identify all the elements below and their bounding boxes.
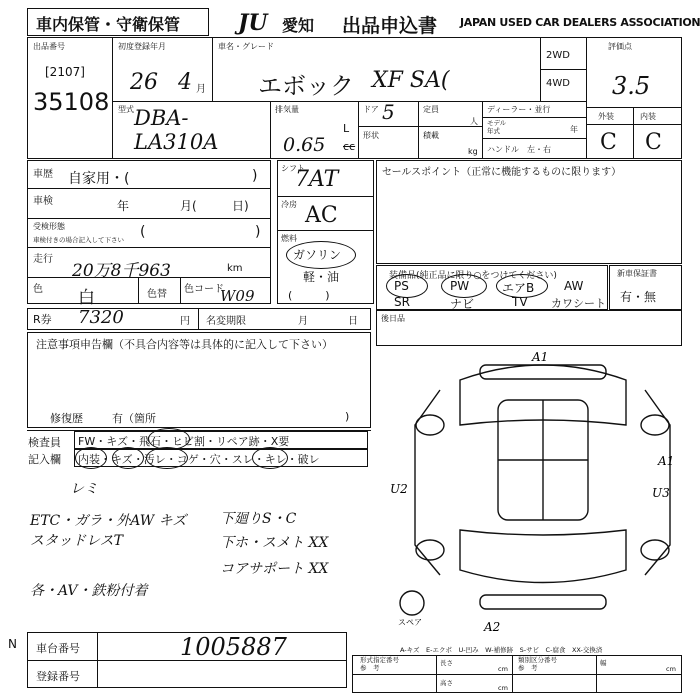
mark-u3: U3 [652, 486, 670, 500]
model-name: エボック [258, 72, 354, 100]
kizu-circle [112, 447, 144, 469]
color-label: 色 [33, 284, 43, 295]
chassis-label: 車台番号 [36, 642, 80, 655]
new-cert-value: 有・無 [620, 290, 657, 304]
equipment-label: 装備品(純正品に限り○をつけてください) [389, 271, 557, 281]
capacity-unit: 人 [470, 117, 478, 126]
notes-label: 注意事項申告欄（不具合内容等は具体的に記入して下さい） [36, 338, 333, 351]
length-unit: cm [498, 665, 508, 673]
remark-2: ETC・ガラ・外AW キズ [30, 513, 187, 529]
type-label: 型式 [118, 105, 134, 114]
cell-type-number: 形式指定番号 参 考 [360, 656, 399, 672]
sure-circle [252, 447, 288, 469]
color-value: 白 [78, 288, 95, 308]
color-code-label: 色コード [184, 284, 224, 295]
ju-logo-text: JU [238, 10, 268, 36]
registration-no-label: 登録番号 [36, 670, 80, 683]
exterior-label: 外装 [598, 112, 614, 121]
spare-label: スペア [398, 618, 422, 627]
equipment-ps: PS [394, 279, 409, 293]
remark-6: 下ホ・スメト XX [220, 535, 329, 551]
remark-1: レミ [70, 481, 98, 497]
fuel-label: 燃料 [281, 234, 297, 243]
ps-circle [386, 274, 428, 298]
lot-prefix: [2107] [45, 65, 85, 79]
new-cert-label: 新車保証書 [617, 269, 657, 278]
grade-label: 評価点 [608, 42, 632, 51]
repair-value: 有（箇所 [112, 412, 156, 425]
car-right-side [645, 390, 670, 575]
inspector-row-2-text: 内装・キズ・汚レ・コゲ・穴・スレ・キレ・破レ [78, 453, 320, 466]
history-block [27, 160, 271, 304]
front-bumper [480, 365, 606, 379]
repair-label: 修復歴 [50, 412, 83, 425]
model-grade: XF SA( [372, 68, 450, 93]
wheel-fl [416, 415, 444, 435]
inspection-month: 月( [180, 199, 197, 213]
handle-label: ハンドル 左・右 [487, 145, 551, 154]
equipment-pw: PW [450, 279, 470, 293]
doors-value: 5 [382, 100, 395, 124]
equipment-leather: カワシート [551, 297, 606, 310]
model-year-label: モデル 年式 [487, 119, 507, 135]
rear-bumper [480, 595, 606, 609]
mileage-label: 走行 [33, 254, 53, 265]
registration-month: 4 [178, 70, 192, 95]
wheel-rr [641, 540, 669, 560]
model-year-unit: 年 [570, 125, 578, 134]
remark-4: 各・AV・鉄粉付着 [30, 583, 148, 599]
equipment-navi: ナビ [450, 297, 475, 311]
drive-4wd: 4WD [546, 78, 570, 89]
recycle-value: 7320 [78, 307, 124, 328]
inspection-label: 車検 [33, 196, 53, 207]
height-label: 高さ [440, 679, 453, 687]
inspector-row-1-text: FW・キズ・飛石・ヒビ割・リペア跡・X要 [78, 435, 290, 448]
aftermarket-label: 後日品 [381, 314, 405, 323]
org-name: 愛知 [282, 16, 315, 35]
mark-u2: U2 [390, 482, 408, 496]
taken-note: 車検付きの場合記入して下さい [33, 236, 124, 244]
airbag-circle [496, 274, 548, 298]
unit-l: L [343, 122, 350, 135]
history-close: ) [252, 168, 258, 184]
type-value: DBA- LA310A [134, 106, 219, 154]
naisou-circle [75, 447, 107, 469]
length-label: 長さ [440, 659, 453, 667]
remark-7: コアサポート XX [220, 561, 329, 577]
inspector-label-1: 検査員 [28, 436, 61, 449]
ac-value: AC [305, 203, 338, 228]
doors-label: ドア [363, 105, 379, 114]
inspection-day: 日) [232, 199, 249, 213]
model-label: 車名・グレード [218, 42, 274, 51]
width-unit: cm [666, 665, 676, 673]
height-unit: cm [498, 684, 508, 692]
history-label: 車歴 [33, 169, 53, 180]
association-name: JAPAN USED CAR DEALERS ASSOCIATION [460, 16, 700, 29]
name-change-label: 名変期限 [206, 316, 246, 327]
drive-2wd: 2WD [546, 50, 570, 61]
recycle-label: R券 [33, 313, 52, 326]
fuel-gasoline: ガソリン [293, 248, 342, 262]
mileage-unit: km [227, 263, 243, 274]
spare-tire [400, 591, 424, 615]
car-diagram [390, 345, 682, 645]
sales-point-label: セールスポイント（正常に機能するものに限ります） [382, 167, 622, 178]
remark-5: 下廻りS・C [220, 511, 297, 527]
exterior-grade: C [600, 130, 617, 155]
name-change-day: 日 [348, 316, 358, 327]
shift-value: 7AT [295, 167, 339, 192]
inspector-label-2: 記入欄 [28, 453, 61, 466]
inspection-year: 年 [117, 199, 130, 213]
taken-label: 受検形態 [33, 222, 65, 231]
storage-notice: 車内保管・守衛保管 [36, 15, 181, 34]
fuel-other: ( ) [288, 289, 330, 302]
mark-a2: A2 [484, 620, 501, 634]
mileage-value: 20万8千963 [72, 261, 171, 281]
ac-label: 冷房 [281, 200, 297, 209]
car-rear [460, 530, 626, 583]
history-value: 自家用・( [68, 171, 130, 187]
remark-3: スタッドレスT [30, 533, 123, 549]
taken-open: ( [140, 224, 146, 240]
interior-label: 内装 [640, 112, 656, 121]
taken-close: ) [255, 224, 261, 240]
lot-label: 出品番号 [33, 42, 65, 51]
equipment-tv: TV [512, 295, 528, 309]
fuel-diesel: 軽・油 [303, 270, 340, 284]
load-unit: kg [468, 147, 478, 156]
registration-month-unit: 月 [196, 84, 206, 95]
dealer-label: ディーラー・並行 [487, 105, 551, 114]
name-change-month: 月 [298, 316, 308, 327]
shape-label: 形状 [363, 131, 379, 140]
lot-number: 35108 [33, 88, 110, 116]
mark-a1-top: A1 [532, 350, 549, 364]
aftermarket-block [376, 310, 682, 346]
capacity-label: 定員 [423, 105, 439, 114]
wheel-rl [416, 540, 444, 560]
equipment-sr: SR [394, 295, 410, 309]
shift-label: シフト [281, 164, 305, 173]
registration-label: 初度登録年月 [118, 42, 166, 51]
chassis-value: 1005887 [180, 633, 287, 661]
recycle-unit: 円 [180, 316, 190, 327]
width-label: 幅 [600, 659, 607, 667]
load-label: 積載 [423, 131, 439, 140]
yogore-circle [146, 447, 188, 469]
unit-cc: cc [343, 140, 356, 153]
displacement-label: 排気量 [275, 105, 299, 114]
repair-close: ) [345, 410, 350, 423]
registration-year: 26 [130, 70, 158, 95]
margin-mark: N [8, 637, 17, 651]
mark-a1-right: A1 [658, 454, 675, 468]
grade-score: 3.5 [612, 72, 651, 100]
form-title: 出品申込書 [342, 15, 438, 37]
wheel-fr [641, 415, 669, 435]
diagram-legend: A-キズ E-エクボ U-凹み W-補修跡 S-サビ C-腐食 XX-交換済 [400, 646, 603, 654]
equipment-airbag: エアB [502, 281, 535, 295]
displacement-value: 0.65 [283, 134, 326, 156]
cell-class-number: 類別区分番号 参 考 [518, 656, 557, 672]
color-change-label: 色替 [147, 289, 167, 300]
equipment-aw: AW [564, 279, 584, 293]
pw-circle [441, 274, 487, 298]
car-left-side [415, 390, 440, 575]
color-code: W09 [220, 287, 255, 305]
interior-grade: C [645, 130, 662, 155]
